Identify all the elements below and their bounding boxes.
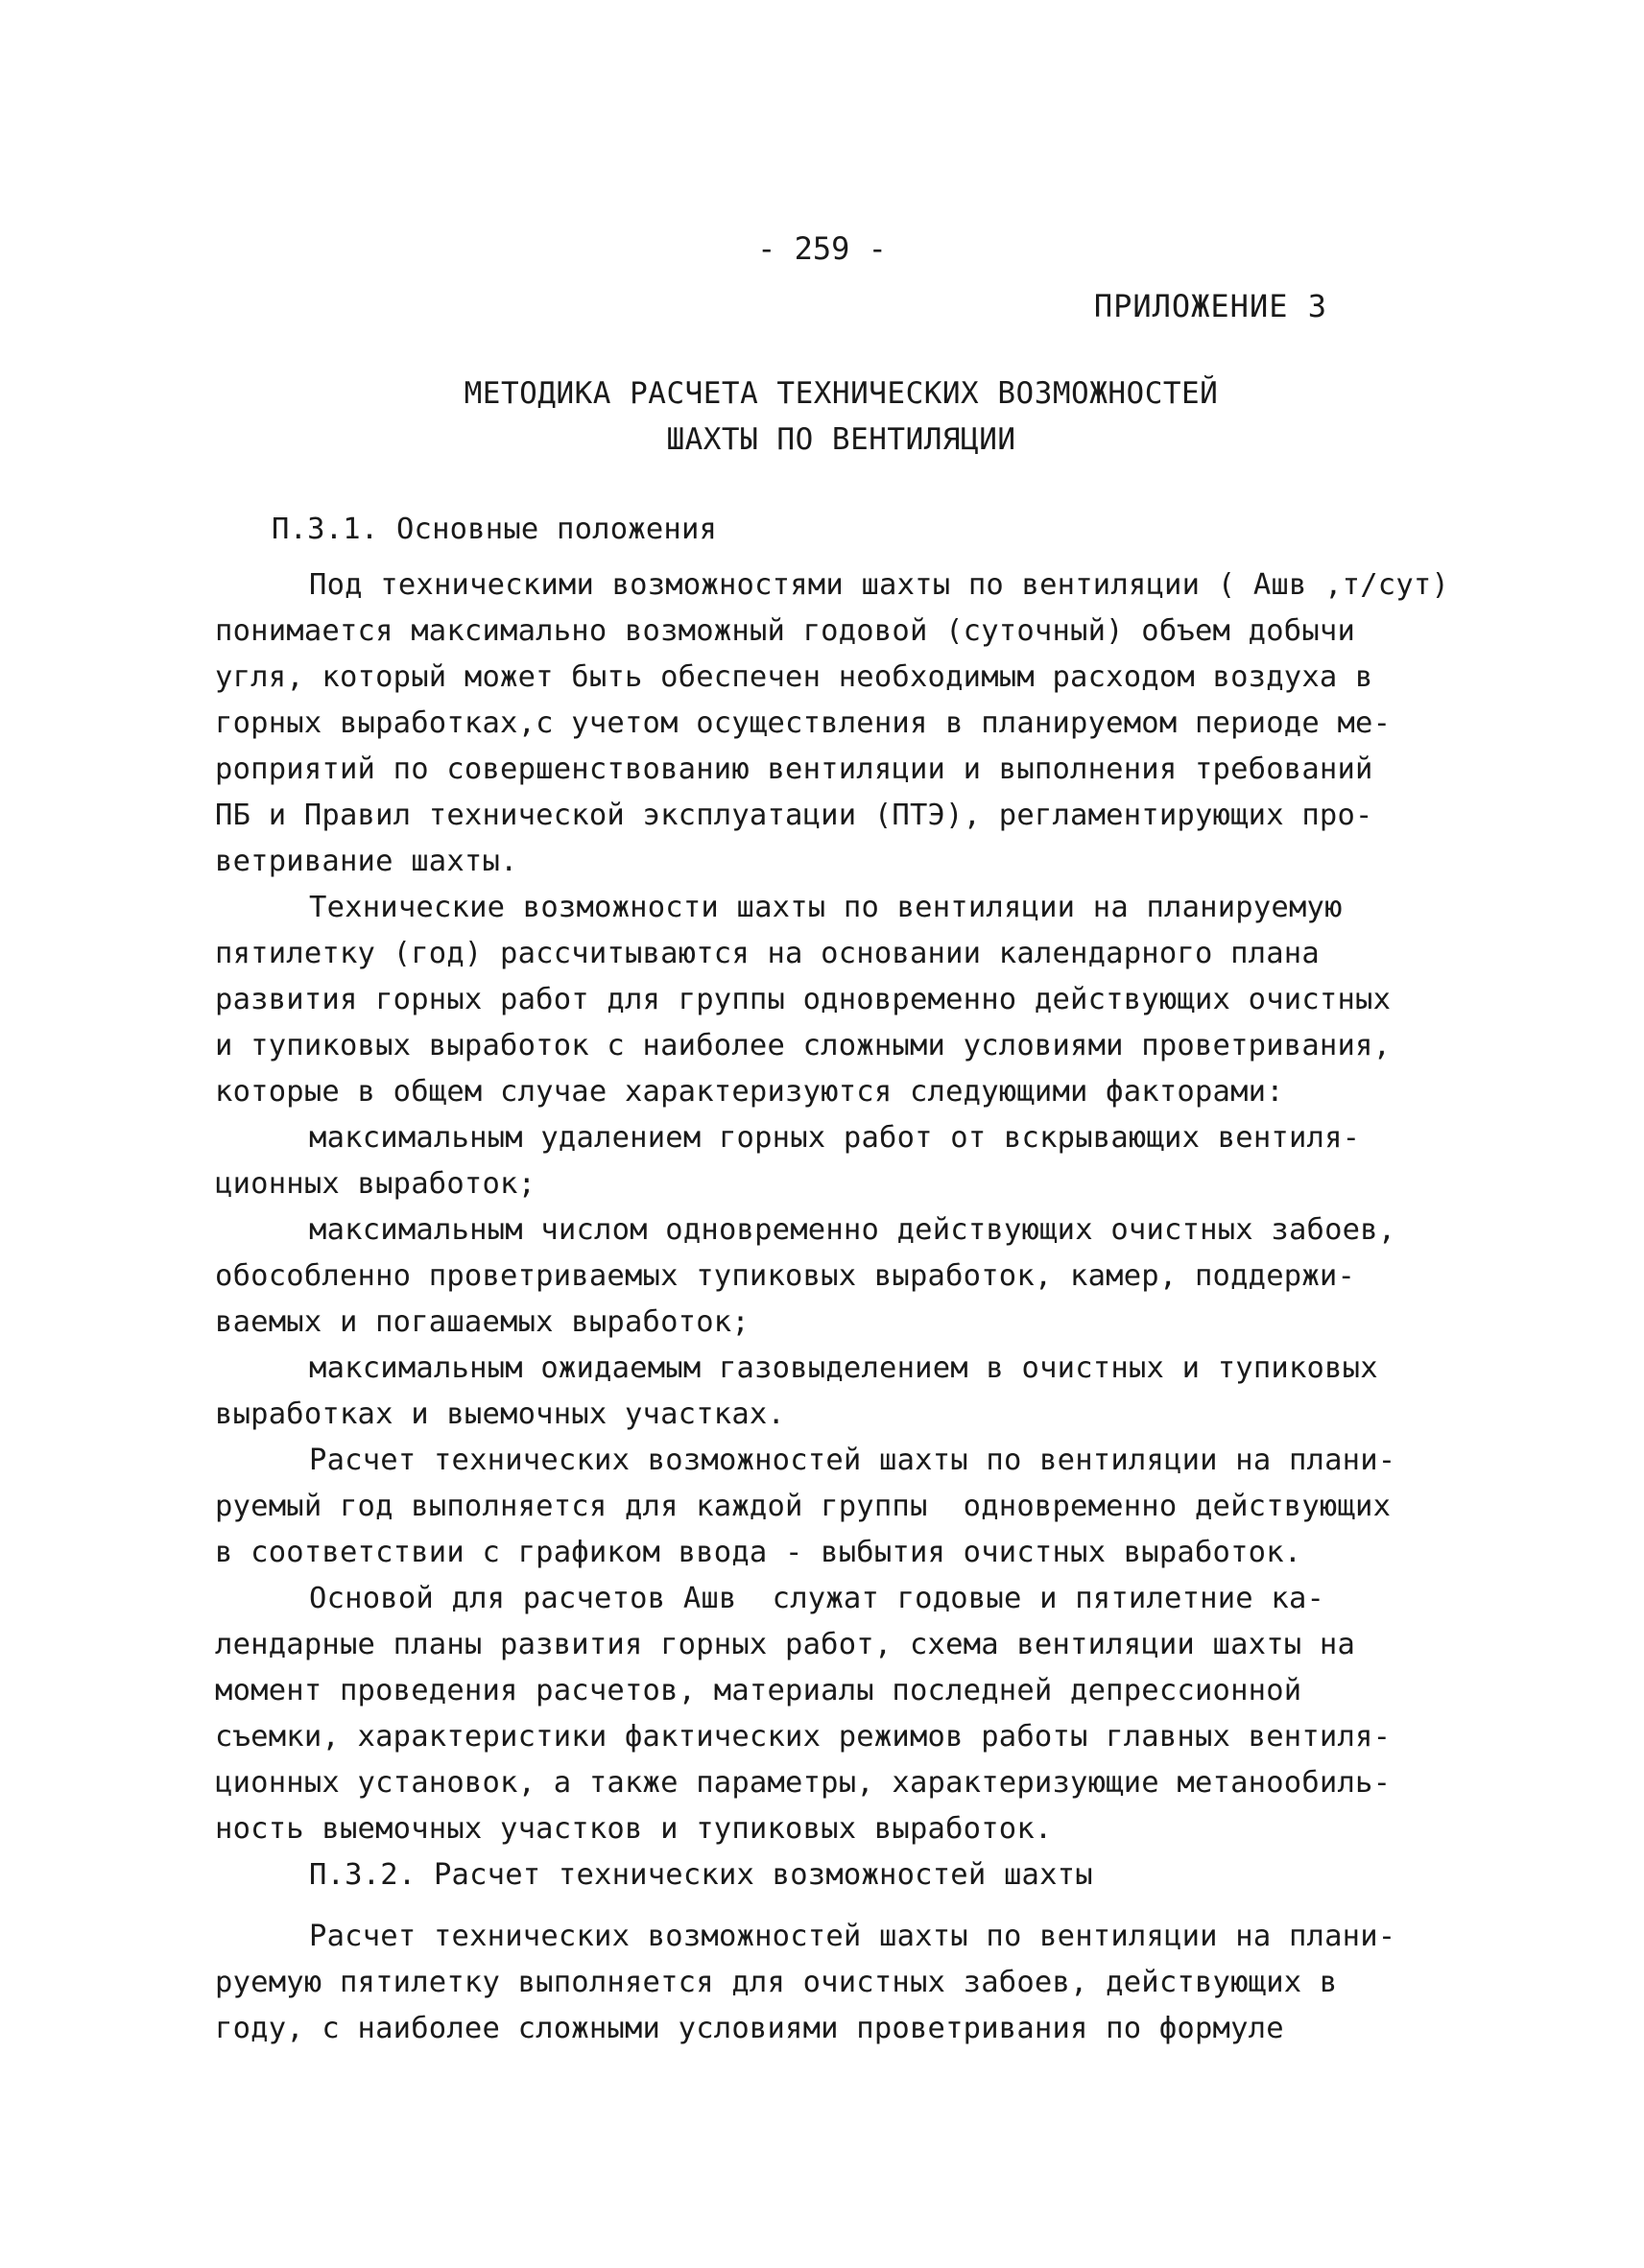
paragraph-line: Расчет технических возможностей шахты по вентиляции на плани- [309, 1920, 1396, 1953]
paragraph-line: Под техническими возможностями шахты по вентиляции ( Ашв ,т/сут) [309, 568, 1450, 602]
section-heading-1: П.3.1. Основные положения [272, 513, 718, 546]
paragraph-line: горных выработках,с учетом осуществления в планируемом периоде ме- [215, 706, 1392, 740]
paragraph-line: руемый год выполняется для каждой группы одновременно действующих [215, 1490, 1392, 1523]
paragraph-line: роприятий по совершенствованию вентиляции и выполнения требований [215, 752, 1373, 786]
paragraph-line: развития горных работ для группы одновременно действующих очистных [215, 983, 1392, 1016]
factor-line: максимальным числом одновременно действующих очистных забоев, [309, 1213, 1396, 1247]
paragraph-line: руемую пятилетку выполняется для очистных забоев, действующих в [215, 1966, 1338, 1999]
paragraph-line: году, с наиболее сложными условиями проветривания по формуле [215, 2012, 1284, 2045]
paragraph-line: ПБ и Правил технической эксплуатации (ПТЭ), регламентирующих про- [215, 799, 1373, 832]
factor-line: ваемых и погашаемых выработок; [215, 1305, 750, 1339]
section-heading-2: П.3.2. Расчет технических возможностей шахты [309, 1858, 1093, 1892]
paragraph-line: и тупиковых выработок с наиболее сложными условиями проветривания, [215, 1029, 1392, 1062]
factor-line: выработках и выемочных участках. [215, 1397, 786, 1431]
paragraph-line: ность выемочных участков и тупиковых выработок. [215, 1812, 1053, 1846]
paragraph-line: пятилетку (год) рассчитываются на основании календарного плана [215, 937, 1320, 970]
paragraph-line: съемки, характеристики фактических режимов работы главных вентиля- [215, 1720, 1392, 1754]
appendix-label: ПРИЛОЖЕНИЕ 3 [1093, 288, 1327, 324]
paragraph-line: угля, который может быть обеспечен необходимым расходом воздуха в [215, 660, 1373, 694]
paragraph-line: которые в общем случае характеризуются следующими факторами: [215, 1075, 1284, 1109]
paragraph-line: лендарные планы развития горных работ, схема вентиляции шахты на [215, 1628, 1356, 1661]
title-line-2: ШАХТЫ ПО ВЕНТИЛЯЦИИ [666, 422, 1016, 457]
paragraph-line: в соответствии с графиком ввода - выбытия очистных выработок. [215, 1536, 1302, 1569]
paragraph-line: момент проведения расчетов, материалы последней депрессионной [215, 1674, 1302, 1707]
factor-line: ционных выработок; [215, 1167, 536, 1201]
factor-line: обособленно проветриваемых тупиковых выработок, камер, поддержи- [215, 1259, 1356, 1293]
factor-line: максимальным удалением горных работ от вскрывающих вентиля- [309, 1121, 1361, 1155]
paragraph-line: понимается максимально возможный годовой (суточный) объем добычи [215, 614, 1356, 648]
paragraph-line: ветривание шахты. [215, 845, 518, 878]
paragraph-line: Основой для расчетов Ашв служат годовые и пятилетние ка- [309, 1582, 1325, 1615]
paragraph-line: Технические возможности шахты по вентиляции на планируемую [309, 891, 1343, 924]
paragraph-line: ционных установок, а также параметры, характеризующие метанообиль- [215, 1766, 1392, 1800]
paragraph-line: Расчет технических возможностей шахты по вентиляции на плани- [309, 1444, 1396, 1477]
page-number: - 259 - [757, 230, 887, 267]
factor-line: максимальным ожидаемым газовыделением в очистных и тупиковых [309, 1351, 1378, 1385]
title-line-1: МЕТОДИКА РАСЧЕТА ТЕХНИЧЕСКИХ ВОЗМОЖНОСТЕЙ [464, 376, 1219, 411]
